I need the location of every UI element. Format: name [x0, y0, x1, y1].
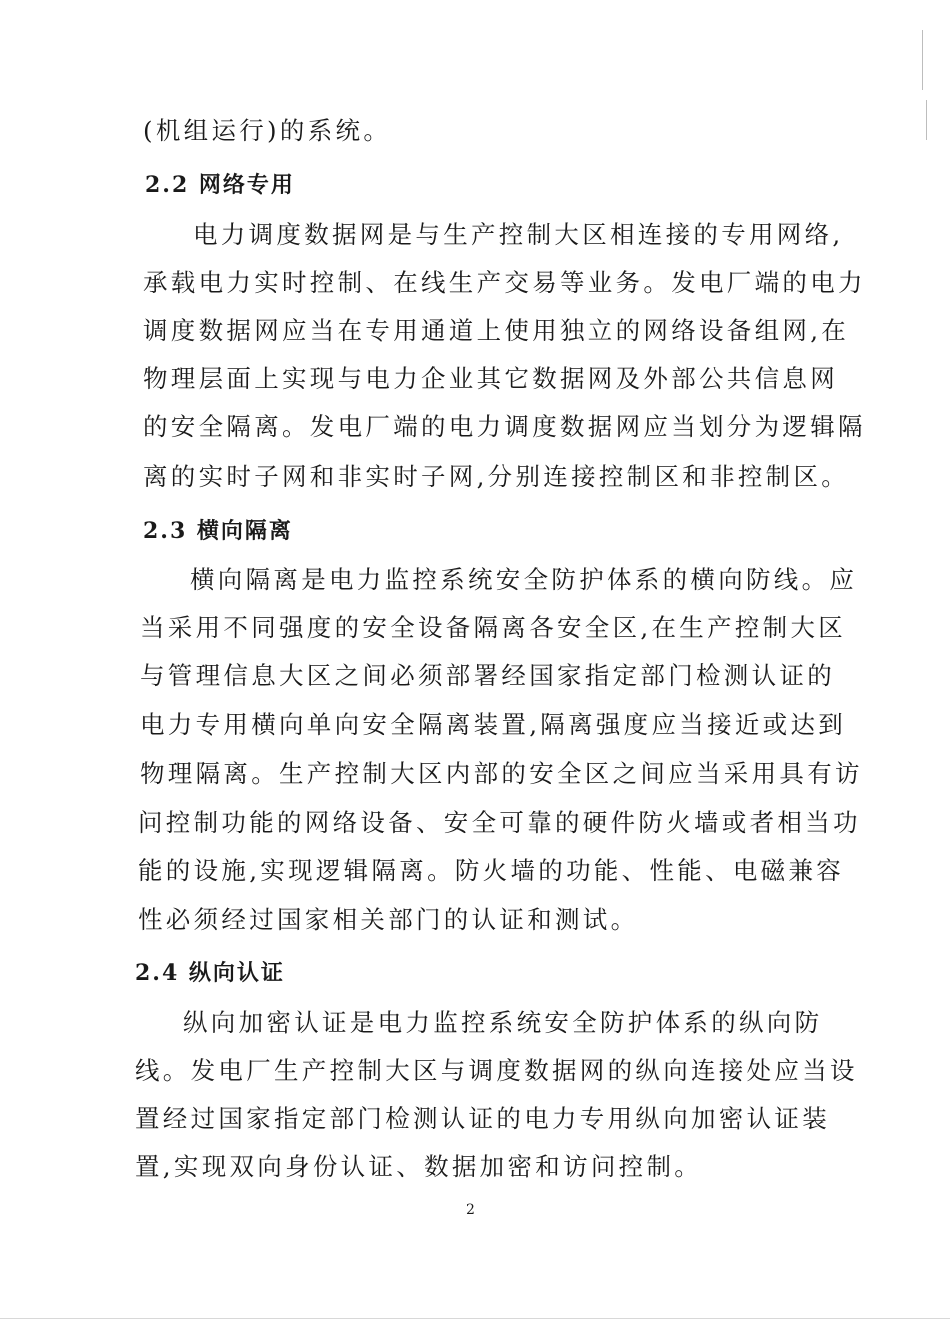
paragraph-line: 离的实时子网和非实时子网,分别连接控制区和非控制区。 — [143, 462, 850, 491]
section-heading-horizontal-isolation: 2.3 横向隔离 — [143, 518, 293, 544]
paragraph-line: 纵向加密认证是电力监控系统安全防护体系的纵向防 — [183, 1008, 823, 1037]
paragraph-line: 电力专用横向单向安全隔离装置,隔离强度应当接近或达到 — [140, 710, 847, 739]
paragraph-line: 承载电力实时控制、在线生产交易等业务。发电厂端的电力 — [143, 268, 866, 297]
paragraph-line: 线。发电厂生产控制大区与调度数据网的纵向连接处应当设 — [135, 1056, 858, 1085]
intro-line: (机组运行)的系统。 — [143, 116, 392, 145]
paragraph-line: 问控制功能的网络设备、安全可靠的硬件防火墙或者相当功 — [138, 808, 861, 837]
page-number: 2 — [466, 1202, 475, 1218]
paragraph-line: 性必须经过国家相关部门的认证和测试。 — [138, 905, 639, 934]
section-heading-vertical-authentication: 2.4 纵向认证 — [135, 960, 285, 986]
paragraph-line: 物理隔离。生产控制大区内部的安全区之间应当采用具有访 — [140, 759, 863, 788]
paragraph-line: 的安全隔离。发电厂端的电力调度数据网应当划分为逻辑隔 — [143, 412, 866, 441]
paragraph-line: 置,实现双向身份认证、数据加密和访问控制。 — [135, 1152, 703, 1181]
paragraph-line: 横向隔离是电力监控系统安全防护体系的横向防线。应 — [190, 565, 858, 594]
scan-bottom-edge — [0, 1318, 950, 1319]
scan-edge-mark — [922, 30, 923, 90]
paragraph-line: 能的设施,实现逻辑隔离。防火墙的功能、性能、电磁兼容 — [138, 856, 845, 885]
paragraph-line: 物理层面上实现与电力企业其它数据网及外部公共信息网 — [143, 364, 838, 393]
paragraph-line: 置经过国家指定部门检测认证的电力专用纵向加密认证装 — [135, 1104, 830, 1133]
paragraph-line: 电力调度数据网是与生产控制大区相连接的专用网络, — [193, 220, 844, 249]
paragraph-line: 与管理信息大区之间必须部署经国家指定部门检测认证的 — [140, 661, 835, 690]
scan-edge-mark — [926, 100, 927, 140]
paragraph-line: 调度数据网应当在专用通道上使用独立的网络设备组网,在 — [143, 316, 850, 345]
paragraph-line: 当采用不同强度的安全设备隔离各安全区,在生产控制大区 — [140, 613, 847, 642]
section-heading-network: 2.2 网络专用 — [145, 172, 295, 198]
